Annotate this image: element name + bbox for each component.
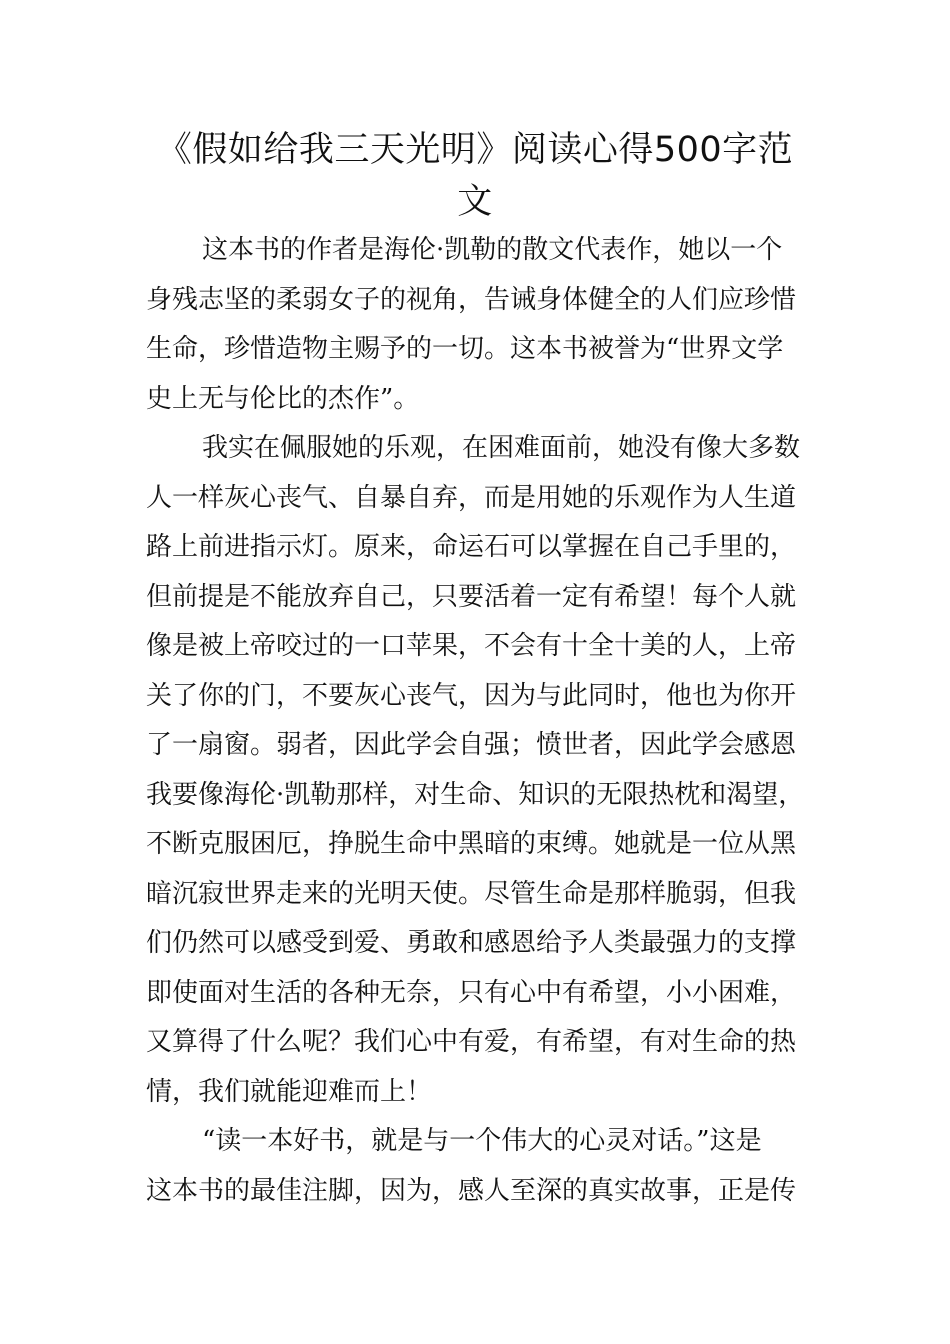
text-line: 史上无与伦比的杰作”。: [146, 383, 420, 414]
paragraph-2: [146, 424, 810, 1117]
text-line: “读一本好书，就是与一个伟大的心灵对话。”这是: [202, 1126, 762, 1156]
text-line: 们仍然可以感受到爱、勇敢和感恩给予人类最强力的支撑: [146, 928, 797, 958]
text-line: 暗沉寂世界走来的光明天使。尽管生命是那样脆弱，但我: [146, 878, 797, 909]
text-line: 像是被上帝咬过的一口苹果，不会有十全十美的人，上帝: [146, 631, 797, 661]
text-line: 不断克服困厄，挣脱生命中黑暗的束缚。她就是一位从黑: [146, 829, 797, 859]
text-line: 关了你的门，不要灰心丧气，因为与此同时，他也为你开: [146, 680, 797, 711]
text-line: 这本书的最佳注脚，因为，感人至深的真实故事，正是传: [146, 1175, 797, 1206]
title-line-2: 文: [457, 182, 493, 222]
text-line: 身残志坚的柔弱女子的视角，告诫身体健全的人们应珍惜: [146, 284, 797, 315]
paragraph-1: [146, 226, 810, 424]
paragraph-3: [146, 1117, 810, 1216]
text-line: 人一样灰心丧气、自暴自弃，而是用她的乐观作为人生道: [146, 482, 797, 513]
text-line: 情，我们就能迎难而上！: [146, 1076, 433, 1107]
text-line: 但前提是不能放弃自己，只要活着一定有希望！每个人就: [146, 581, 797, 612]
text-line: 路上前进指示灯。原来，命运石可以掌握在自己手里的，: [146, 532, 797, 562]
text-line: 这本书的作者是海伦·凯勒的散文代表作，她以一个: [202, 235, 783, 265]
text-line: 我实在佩服她的乐观，在困难面前，她没有像大多数: [202, 433, 801, 463]
title-line-1: 《假如给我三天光明》阅读心得500字范: [156, 130, 794, 170]
text-line: 生命，珍惜造物主赐予的一切。这本书被誉为“世界文学: [146, 334, 784, 364]
text-line: 即使面对生活的各种无奈，只有心中有希望，小小困难，: [146, 977, 797, 1008]
text-line: 又算得了什么呢？我们心中有爱，有希望，有对生命的热: [146, 1027, 797, 1057]
text-line: 了一扇窗。弱者，因此学会自强；愤世者，因此学会感恩: [146, 730, 797, 760]
text-line: 我要像海伦·凯勒那样，对生命、知识的无限热枕和渴望，: [146, 779, 805, 810]
document-title: [120, 124, 830, 228]
document-body: [146, 226, 810, 1216]
